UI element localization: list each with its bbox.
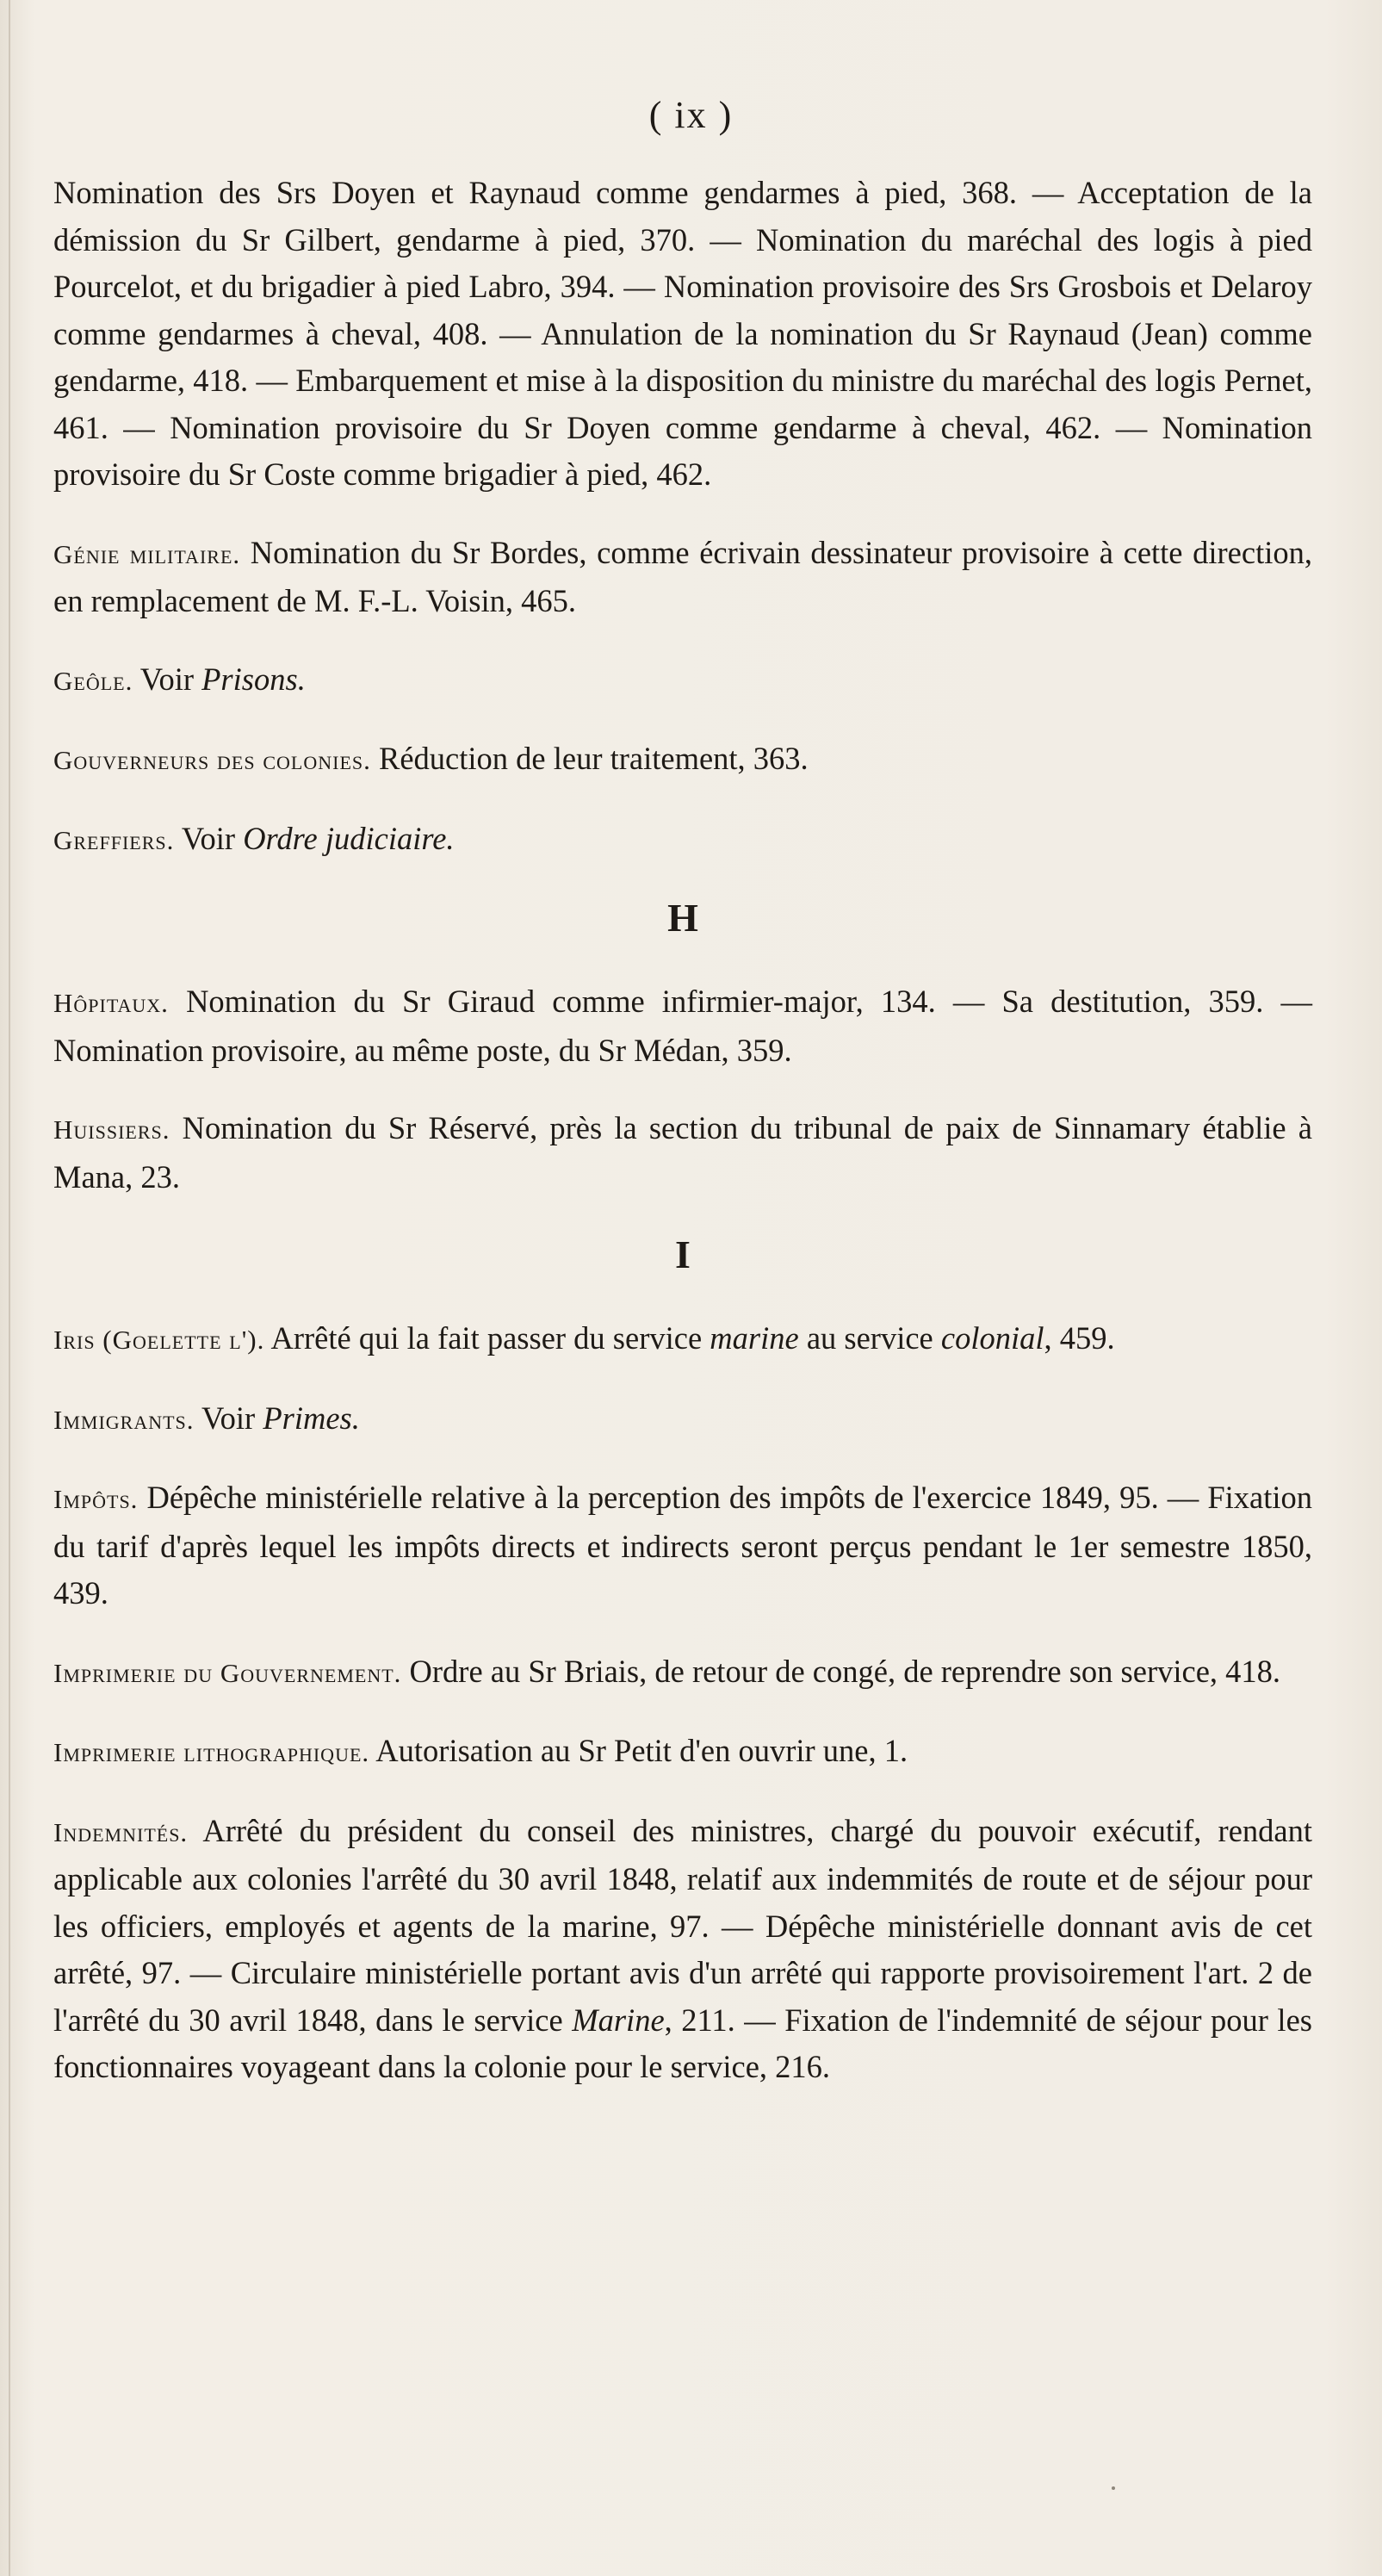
- index-entry: [53, 1808, 1312, 2091]
- section-letter: H: [667, 896, 698, 940]
- entry-reference: marine: [710, 1320, 799, 1356]
- entry-text: Nomination des Srs Doyen et Raynaud comme gendarmes à pied, 368. — Acceptation de la démission du Sr Gilbert, gendarme à pied, 370. — Nomination du maréchal des logis à pied Pourcelot, et du brigadier à pied Labro, 394. — Nomination provisoire des Srs Grosbois et Delaroy comme gendarmes à cheval, 408. — Annulation de la nomination du Sr Raynaud (Jean) comme gendarme, 418. — Embarquement et mise à la disposition du ministre du maréchal des logis Pernet, 461. — Nomination provisoire du Sr Doyen comme gendarme à cheval, 462. — Nomination provisoire du Sr Coste comme brigadier à pied, 462.: [53, 175, 1312, 492]
- entry-text: Arrêté du président du conseil des ministres, chargé du pouvoir exécutif, rendant applicable aux colonies l'arrêté du 30 avril 1848, relatif aux indemmités de route et de séjour pour les officiers, employés et agents de la marine, 97. — Dépêche ministérielle donnant avis de cet arrêté, 97. — Circulaire ministérielle portant avis d'un arrêté qui rapporte provisoirement l'art. 2 de l'arrêté du 30 avril 1848, dans le service: [53, 1812, 1312, 2038]
- entry-heading: Hôpitaux.: [53, 988, 169, 1018]
- index-entry: [53, 1728, 1312, 1777]
- entry-reference: Prisons.: [201, 661, 306, 697]
- entry-heading: Geôle.: [53, 665, 133, 696]
- entry-text: Arrêté qui la fait passer du service: [264, 1320, 710, 1356]
- entry-text: Autorisation au Sr Petit d'en ouvrir une, 1.: [369, 1733, 908, 1768]
- entry-reference: Ordre judiciaire.: [243, 820, 455, 856]
- entry-text: Nomination du Sr Bordes, comme écrivain dessinateur provisoire à cette direction, en remplacement de M. F.-L. Voisin, 465.: [53, 534, 1312, 618]
- section-letter: I: [675, 1232, 691, 1276]
- paper-speck: [1112, 2486, 1115, 2490]
- index-entry: [53, 1395, 1312, 1444]
- entry-heading: Impôts.: [53, 1484, 139, 1514]
- index-entry: [53, 816, 1312, 865]
- entry-heading: Immigrants.: [53, 1404, 195, 1435]
- entry-heading: Huissiers.: [53, 1114, 170, 1145]
- entry-text: Nomination du Sr Réservé, près la section du tribunal de paix de Sinnamary établie à Mana, 23.: [53, 1110, 1312, 1195]
- entry-text: Voir: [174, 820, 244, 856]
- index-entry: [53, 530, 1312, 625]
- entry-heading: Indemnités.: [53, 1816, 189, 1847]
- entry-text: Réduction de leur traitement, 363.: [370, 741, 809, 776]
- entry-heading: Gouverneurs des colonies.: [53, 745, 371, 775]
- entry-text: Voir: [133, 661, 202, 697]
- page-number: ( ix ): [648, 94, 734, 136]
- index-entry: [53, 1315, 1312, 1364]
- index-entry: [53, 1474, 1312, 1617]
- entry-text: , 211. — Fixation de l'indemnité de séjour pour les fonctionnaires voyageant dans la colonie pour le service, 216.: [53, 2002, 1312, 2084]
- entry-heading: Greffiers.: [53, 824, 175, 855]
- entry-heading: Imprimerie du Gouvernement.: [53, 1657, 402, 1688]
- entry-text: Nomination du Sr Giraud comme infirmier-major, 134. — Sa destitution, 359. — Nomination provisoire, au même poste, du Sr Médan, 359.: [53, 984, 1312, 1068]
- entry-heading: Génie militaire.: [53, 538, 241, 569]
- index-entry: [53, 656, 1312, 705]
- entry-heading: Iris (Goelette l').: [53, 1325, 265, 1355]
- index-text-block: [53, 170, 1312, 2122]
- entry-reference: colonial: [940, 1320, 1044, 1356]
- entry-text: , 459.: [1044, 1320, 1115, 1356]
- index-entry: [53, 1105, 1312, 1201]
- entry-text: Ordre au Sr Briais, de retour de congé, de reprendre son service, 418.: [401, 1653, 1281, 1689]
- entry-text: Dépêche ministérielle relative à la perception des impôts de l'exercice 1849, 95. — Fixation du tarif d'après lequel les impôts directs et indirects seront perçus pendant le 1er semestre 1850, 439.: [53, 1480, 1312, 1611]
- index-entry: [53, 1648, 1312, 1698]
- index-entry: [53, 978, 1312, 1074]
- entry-reference: Marine: [572, 2002, 665, 2038]
- index-entry: [53, 736, 1312, 785]
- index-entry: [53, 170, 1312, 499]
- entry-reference: Primes.: [263, 1400, 360, 1436]
- entry-text: Voir: [194, 1400, 263, 1436]
- entry-heading: Imprimerie lithographique.: [53, 1737, 370, 1767]
- entry-text: au service: [798, 1320, 941, 1356]
- page-edge-shadow: [9, 0, 10, 2576]
